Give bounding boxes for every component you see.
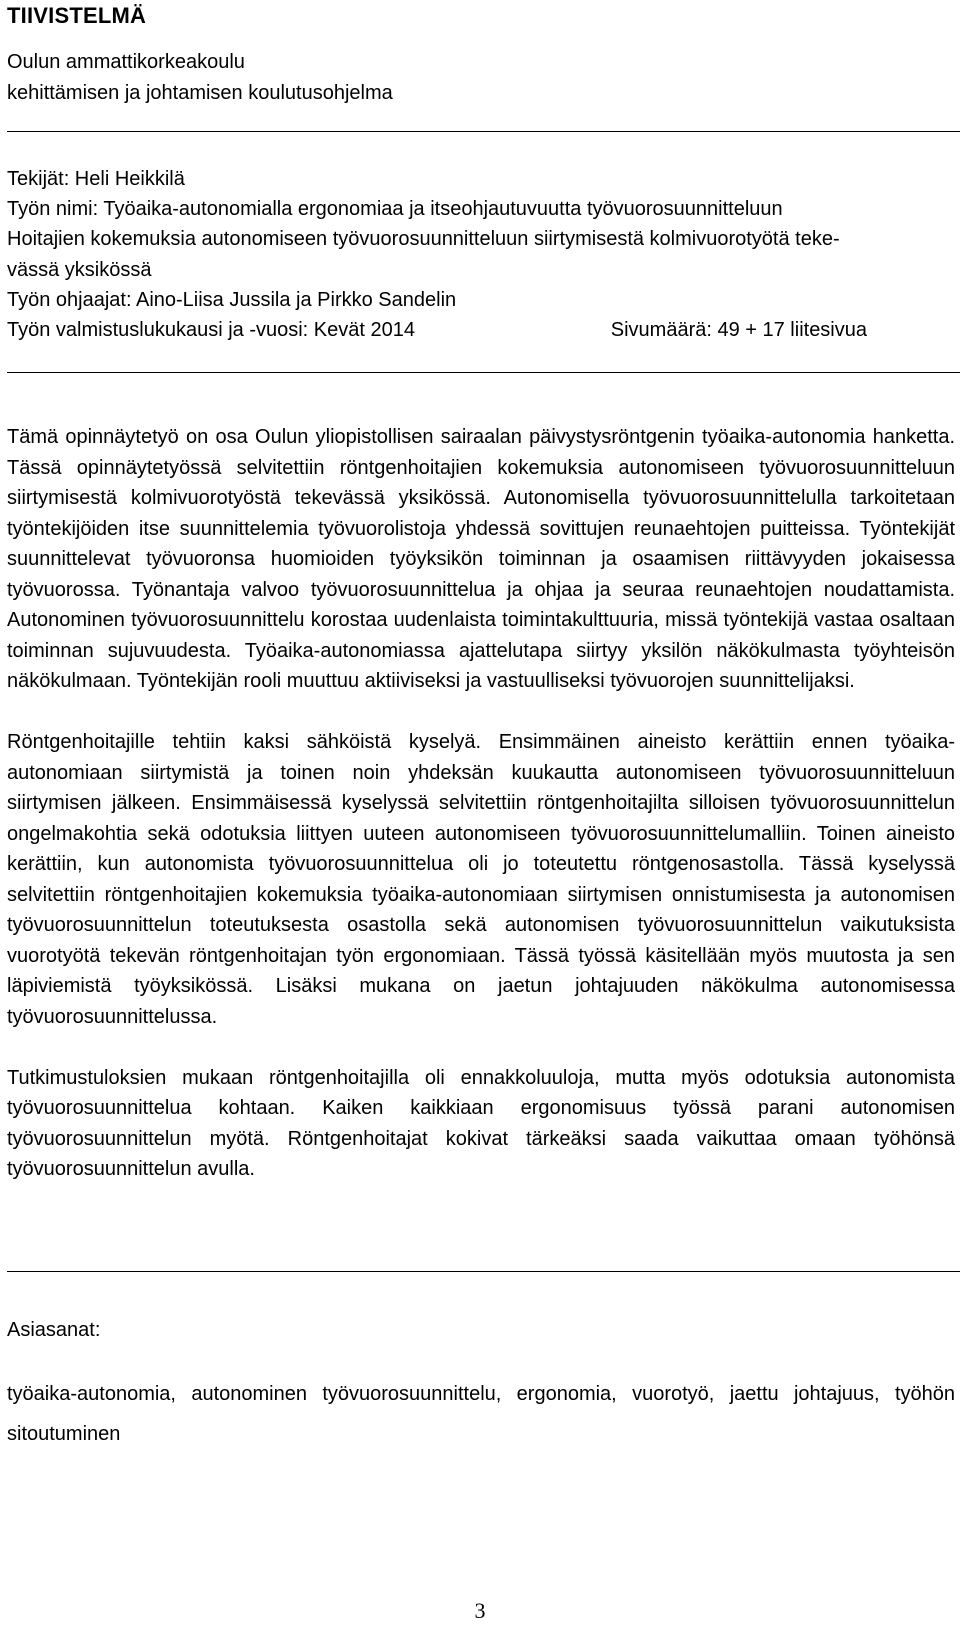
- authors-line: Tekijät: Heli Heikkilä: [7, 168, 185, 190]
- thesis-metadata: [7, 164, 937, 345]
- institution-block: [7, 47, 393, 109]
- degree-programme: kehittämisen ja johtamisen koulutusohjelma: [7, 82, 393, 104]
- abstract-paragraph: Tutkimustuloksien mukaan röntgenhoitajilla oli ennakkoluuloja, mutta myös odotuksia autonomista työvuorosuunnittelua kohtaan. Kaiken kaikkiaan ergonomisuus työssä parani autonomisen työvuorosuunnittelun myötä. Röntgenhoitajat kokivat tärkeäksi saada vaikuttaa omaan työhönsä työvuorosuunnittelun avulla.: [7, 1066, 955, 1180]
- divider-top: [7, 131, 960, 132]
- page-number: 3: [474, 1598, 486, 1623]
- institution-name: Oulun ammattikorkeakoulu: [7, 51, 245, 73]
- work-title-line: Työn nimi: Työaika-autonomialla ergonomiaa ja itseohjautuvuutta työvuorosuunnitteluun: [7, 198, 783, 221]
- document-heading: TIIVISTELMÄ: [7, 3, 147, 28]
- divider-middle: [7, 372, 960, 373]
- keywords-list: työaika-autonomia, autonominen työvuorosuunnittelu, ergonomia, vuorotyö, jaettu johtajuus, työhön sitoutuminen: [7, 1383, 955, 1445]
- keywords-label: Asiasanat:: [7, 1319, 101, 1341]
- supervisors-line: Työn ohjaajat: Aino-Liisa Jussila ja Pirkko Sandelin: [7, 288, 457, 311]
- period-pages-row: [7, 315, 867, 345]
- completion-period: Työn valmistuslukukausi ja -vuosi: Kevät 2014: [7, 318, 415, 341]
- work-subtitle-continuation: vässä yksikössä: [7, 258, 152, 281]
- divider-bottom: [7, 1271, 960, 1272]
- abstract-paragraph: Röntgenhoitajille tehtiin kaksi sähköistä kyselyä. Ensimmäinen aineisto kerättiin ennen työaika-autonomiaan siirtymistä ja toinen noin yhdeksän kuukautta autonomiseen työvuorosuunnitteluun siirtymisen jälkeen. Ensimmäisessä kyselyssä selvitettiin röntgenhoitajilta silloisen työvuorosuunnittelun ongelmakohtia sekä odotuksia liittyen uuteen autonomiseen työvuorosuunnittelumalliin. Toinen aineisto kerättiin, kun autonomista työvuorosuunnittelua oli jo toteutettu röntgenosastolla. Tässä kyselyssä selvitettiin röntgenhoitajien kokemuksia työaika-autonomiaan siirtymisen onnistumisesta ja autonomisen työvuorosuunnittelun toteutuksesta osastolla sekä autonomisen työvuorosuunnittelun vaikutuksista vuorotyötä tekevän röntgenhoitajan työn ergonomiaan. Tässä työssä käsitellään myös muutosta ja sen läpiviemistä työyksikössä. Lisäksi mukana on jaetun johtajuuden näkökulma autonomisessa työvuorosuunnittelussa.: [7, 731, 955, 1028]
- page-count: Sivumäärä: 49 + 17 liitesivua: [610, 318, 867, 341]
- abstract-paragraph: Tämä opinnäytetyö on osa Oulun yliopistollisen sairaalan päivystysröntgenin työaika-autonomia hanketta. Tässä opinnäytetyössä selvitettiin röntgenhoitajien kokemuksia autonomiseen työvuorosuunnitteluun siirtymisestä kolmivuorotyöstä tekevässä yksikössä. Autonomisella työvuorosuunnittelulla tarkoitetaan työntekijöiden itse suunnittelemia työvuorolistoja yhdessä sovittujen reunaehtojen puitteissa. Työntekijät suunnittelevat työvuoronsa huomioiden työyksikön toiminnan ja osaamisen riittävyyden jokaisessa työvuorossa. Työnantaja valvoo työvuorosuunnittelua ja ohjaa ja seuraa reunaehtojen noudattamista. Autonominen työvuorosuunnittelu korostaa uudenlaista toimintakulttuuria, missä työntekijä vastaa osaltaan toiminnan sujuvuudesta. Työaika-autonomiassa ajattelutapa siirtyy yksilön näkökulmasta työyhteisön näkökulmaan. Työntekijän rooli muuttuu aktiiviseksi ja vastuulliseksi työvuorojen suunnittelijaksi.: [7, 426, 955, 692]
- abstract-body: [7, 422, 955, 1215]
- work-subtitle-line: Hoitajien kokemuksia autonomiseen työvuorosuunnitteluun siirtymisestä kolmivuorotyötä teke-: [7, 228, 840, 251]
